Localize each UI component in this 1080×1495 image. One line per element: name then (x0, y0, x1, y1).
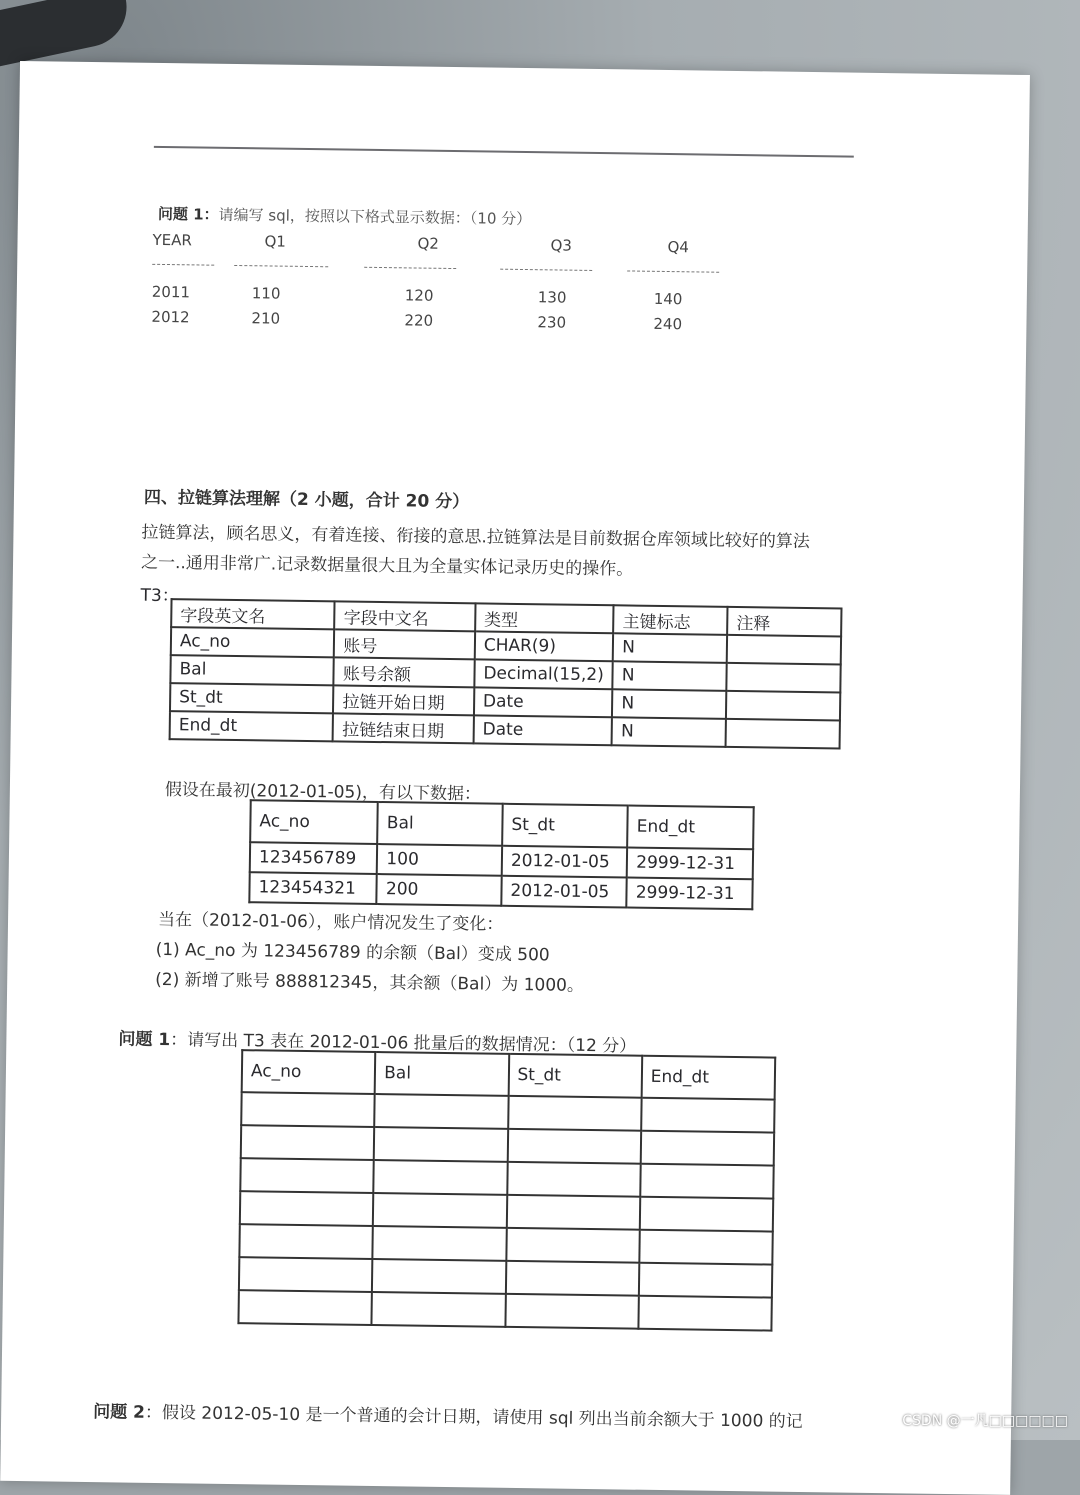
format-header-q2: Q2 (417, 235, 439, 253)
answer-table (237, 1049, 776, 1331)
answer-header-row: Ac_no Bal St_dt End_dt (242, 1050, 776, 1099)
exam-paper (0, 61, 1030, 1495)
schema-row: End_dt 拉链结束日期 Date N (170, 711, 840, 748)
section4-title: 四、拉链算法理解（2 小题，合计 20 分） (144, 483, 470, 513)
change-item-2: (2) 新增了账号 888812345，其余额（Bal）为 1000。 (155, 965, 584, 996)
format-header-q3: Q3 (550, 236, 572, 254)
format-header-year: YEAR (152, 231, 192, 250)
schema-row: St_dt 拉链开始日期 Date N (170, 683, 840, 720)
initial-row: 123456789 100 2012-01-05 2999-12-31 (250, 842, 753, 879)
header-rule (154, 146, 854, 158)
intro-line-2: 之一..通用非常广.记录数据量很大且为全量实体记录历史的操作。 (141, 548, 901, 589)
t3-label: T3： (140, 581, 179, 607)
schema-row: Ac_no 账号 CHAR(9) N (171, 627, 841, 664)
question1-format-title: 问题 1：请编写 sql，按照以下格式显示数据：（10 分） (158, 203, 532, 229)
t3-schema-table (169, 598, 843, 749)
initial-data-table (248, 799, 754, 910)
intro-line-1: 拉链算法，顾名思义，有着连接、衔接的意思.拉链算法是目前数据仓库领域比较好的算法 (141, 518, 901, 559)
format-header-q1: Q1 (264, 232, 286, 250)
format-header-q4: Q4 (667, 238, 689, 256)
question1-title: 问题 1：请写出 T3 表在 2012-01-06 批量后的数据情况：（12 分） (118, 1024, 636, 1056)
initial-row: 123454321 200 2012-01-05 2999-12-31 (249, 872, 752, 909)
change-item-1: (1) Ac_no 为 123456789 的余额（Bal）变成 500 (156, 935, 550, 965)
initial-data-caption: 假设在最初(2012-01-05)，有以下数据： (165, 775, 481, 804)
initial-header-row: Ac_no Bal St_dt End_dt (250, 800, 754, 849)
schema-row: Bal 账号余额 Decimal(15,2) N (170, 655, 840, 692)
csdn-watermark: CSDN @一凡□□□□□□ (902, 1410, 1068, 1430)
answer-blank-row[interactable] (238, 1290, 771, 1330)
question2-title: 问题 2：假设 2012-05-10 是一个普通的会计日期，请使用 sql 列出当前余额大于 1000 的记 (93, 1397, 803, 1432)
schema-header-row: 字段英文名 字段中文名 类型 主键标志 注释 (171, 599, 841, 636)
change-caption: 当在（2012-01-06），账户情况发生了变化： (158, 905, 504, 935)
